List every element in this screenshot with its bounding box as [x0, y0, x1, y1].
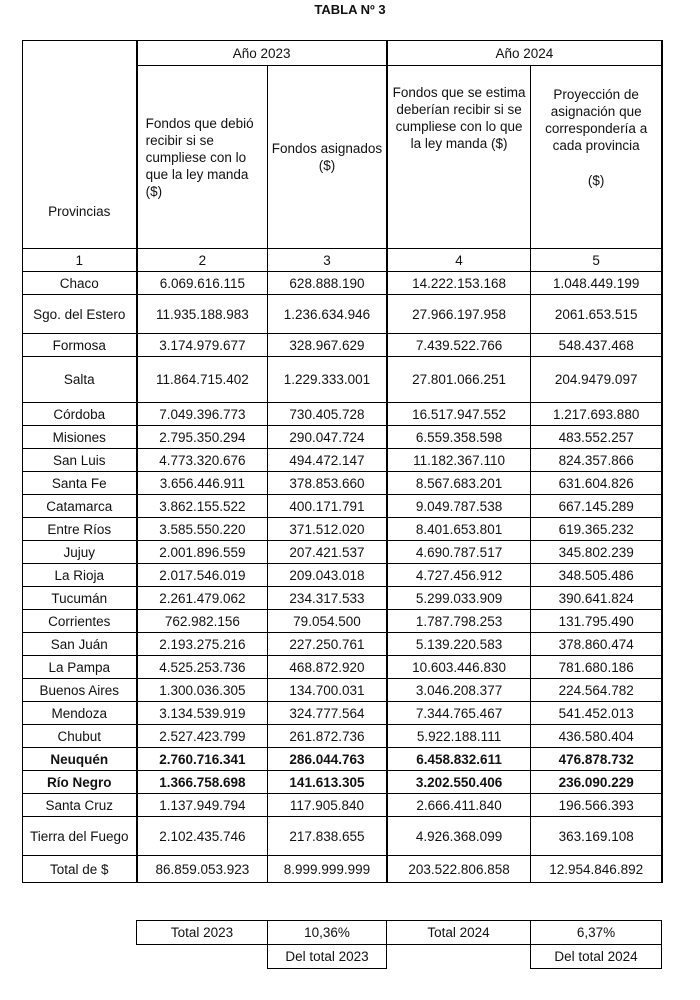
table-row: [23, 426, 663, 449]
table-row: [23, 357, 663, 403]
cell-fondos-estimados-2024: 5.922.188.111: [387, 725, 531, 748]
cell-fondos-asignados-2023: 207.421.537: [268, 541, 387, 564]
table-row: [23, 794, 663, 817]
footer-pct-2023: 10,36%: [268, 921, 387, 945]
cell-fondos-estimados-2024: 6.559.358.598: [387, 426, 531, 449]
cell-fondos-debio-2023: 1.300.036.305: [137, 679, 268, 702]
total-fondos-debio-2023: 86.859.053.923: [137, 856, 268, 883]
province-name: Chaco: [23, 272, 137, 295]
cell-fondos-debio-2023: 3.174.979.677: [137, 334, 268, 357]
footer-row-totals: [137, 921, 662, 945]
cell-fondos-debio-2023: 1.137.949.794: [137, 794, 268, 817]
cell-fondos-debio-2023: 762.982.156: [137, 610, 268, 633]
cell-fondos-estimados-2024: 10.603.446.830: [387, 656, 531, 679]
cell-fondos-estimados-2024: 5.299.033.909: [387, 587, 531, 610]
province-name: Córdoba: [23, 403, 137, 426]
cell-fondos-asignados-2023: 234.317.533: [268, 587, 387, 610]
cell-fondos-estimados-2024: 7.344.765.467: [387, 702, 531, 725]
cell-fondos-asignados-2023: 328.967.629: [268, 334, 387, 357]
cell-proyeccion-2024: 348.505.486: [531, 564, 662, 587]
cell-proyeccion-2024: 131.795.490: [531, 610, 662, 633]
cell-fondos-debio-2023: 3.585.550.220: [137, 518, 268, 541]
cell-proyeccion-2024: 541.452.013: [531, 702, 662, 725]
cell-fondos-debio-2023: 11.935.188.983: [137, 295, 268, 334]
table-title: TABLA Nº 3: [314, 2, 386, 17]
province-name: Tucumán: [23, 587, 137, 610]
cell-proyeccion-2024: 824.357.866: [531, 449, 662, 472]
footer-del-total-2023: Del total 2023: [268, 945, 387, 969]
table-row: [23, 633, 663, 656]
table-row: [23, 748, 663, 771]
col-number: 3: [268, 249, 387, 272]
table-row: [23, 403, 663, 426]
cell-proyeccion-2024: 196.566.393: [531, 794, 662, 817]
table-row: [23, 472, 663, 495]
col-number: 5: [531, 249, 662, 272]
table-row: [23, 610, 663, 633]
province-name: Chubut: [23, 725, 137, 748]
province-name: Misiones: [23, 426, 137, 449]
cell-proyeccion-2024: 436.580.404: [531, 725, 662, 748]
cell-fondos-debio-2023: 3.134.539.919: [137, 702, 268, 725]
header-col2: Fondos que debió recibir si se cumpliese con lo que la ley manda ($): [137, 66, 268, 249]
table-row: [23, 295, 663, 334]
data-table: [22, 40, 663, 883]
cell-fondos-asignados-2023: 628.888.190: [268, 272, 387, 295]
cell-fondos-estimados-2024: 16.517.947.552: [387, 403, 531, 426]
footer-empty-cell: [137, 945, 268, 969]
header-col3: Fondos asignados ($): [268, 66, 387, 249]
total-proyeccion-2024: 12.954.846.892: [531, 856, 662, 883]
cell-fondos-estimados-2024: 8.567.683.201: [387, 472, 531, 495]
cell-proyeccion-2024: 667.145.289: [531, 495, 662, 518]
cell-fondos-debio-2023: 2.795.350.294: [137, 426, 268, 449]
cell-fondos-asignados-2023: 79.054.500: [268, 610, 387, 633]
cell-fondos-asignados-2023: 286.044.763: [268, 748, 387, 771]
cell-fondos-asignados-2023: 378.853.660: [268, 472, 387, 495]
cell-fondos-debio-2023: 2.261.479.062: [137, 587, 268, 610]
table-row: [23, 702, 663, 725]
cell-proyeccion-2024: 476.878.732: [531, 748, 662, 771]
cell-fondos-asignados-2023: 1.236.634.946: [268, 295, 387, 334]
cell-fondos-estimados-2024: 7.439.522.766: [387, 334, 531, 357]
header-col5-text: Proyección de asignación que correspondería a cada provincia: [545, 87, 648, 153]
province-name: Corrientes: [23, 610, 137, 633]
col-number: 1: [23, 249, 137, 272]
province-name: Jujuy: [23, 541, 137, 564]
header-provincias: Provincias: [23, 41, 137, 249]
cell-fondos-estimados-2024: 11.182.367.110: [387, 449, 531, 472]
cell-fondos-asignados-2023: 400.171.791: [268, 495, 387, 518]
footer-pct-2024: 6,37%: [531, 921, 662, 945]
header-year-2023: Año 2023: [137, 41, 387, 66]
header-col4: Fondos que se estima deberían recibir si se cumpliese con lo que la ley manda ($): [387, 66, 531, 249]
cell-fondos-estimados-2024: 9.049.787.538: [387, 495, 531, 518]
cell-proyeccion-2024: 781.680.186: [531, 656, 662, 679]
footer-row-notes: [137, 945, 662, 969]
cell-proyeccion-2024: 619.365.232: [531, 518, 662, 541]
table-row: [23, 449, 663, 472]
cell-fondos-asignados-2023: 494.472.147: [268, 449, 387, 472]
table-row: [23, 771, 663, 794]
cell-fondos-asignados-2023: 468.872.920: [268, 656, 387, 679]
province-name: San Juán: [23, 633, 137, 656]
cell-fondos-estimados-2024: 2.666.411.840: [387, 794, 531, 817]
cell-fondos-debio-2023: 2.102.435.746: [137, 817, 268, 856]
province-name: Catamarca: [23, 495, 137, 518]
total-fondos-asignados-2023: 8.999.999.999: [268, 856, 387, 883]
table-row: [23, 587, 663, 610]
cell-fondos-asignados-2023: 290.047.724: [268, 426, 387, 449]
cell-fondos-asignados-2023: 217.838.655: [268, 817, 387, 856]
cell-fondos-debio-2023: 4.773.320.676: [137, 449, 268, 472]
cell-fondos-asignados-2023: 227.250.761: [268, 633, 387, 656]
cell-fondos-estimados-2024: 4.727.456.912: [387, 564, 531, 587]
province-name: Salta: [23, 357, 137, 403]
cell-fondos-asignados-2023: 730.405.728: [268, 403, 387, 426]
cell-fondos-estimados-2024: 14.222.153.168: [387, 272, 531, 295]
cell-fondos-estimados-2024: 1.787.798.253: [387, 610, 531, 633]
cell-fondos-estimados-2024: 8.401.653.801: [387, 518, 531, 541]
cell-proyeccion-2024: 631.604.826: [531, 472, 662, 495]
footer-total-2024: Total 2024: [387, 921, 531, 945]
table-row: [23, 272, 663, 295]
col-number: 2: [137, 249, 268, 272]
province-name: Santa Fe: [23, 472, 137, 495]
total-fondos-estimados-2024: 203.522.806.858: [387, 856, 531, 883]
cell-fondos-debio-2023: 1.366.758.698: [137, 771, 268, 794]
province-name: Río Negro: [23, 771, 137, 794]
province-name: Santa Cruz: [23, 794, 137, 817]
cell-fondos-estimados-2024: 4.690.787.517: [387, 541, 531, 564]
cell-proyeccion-2024: 1.217.693.880: [531, 403, 662, 426]
table-row: [23, 334, 663, 357]
cell-fondos-debio-2023: 2.527.423.799: [137, 725, 268, 748]
cell-fondos-estimados-2024: 27.966.197.958: [387, 295, 531, 334]
province-name: Sgo. del Estero: [23, 295, 137, 334]
table-row: [23, 541, 663, 564]
province-name: Mendoza: [23, 702, 137, 725]
table-row: [23, 679, 663, 702]
table-row: [23, 656, 663, 679]
footer-empty-cell: [387, 945, 531, 969]
cell-fondos-debio-2023: 4.525.253.736: [137, 656, 268, 679]
cell-fondos-debio-2023: 11.864.715.402: [137, 357, 268, 403]
cell-proyeccion-2024: 363.169.108: [531, 817, 662, 856]
cell-fondos-asignados-2023: 261.872.736: [268, 725, 387, 748]
cell-fondos-asignados-2023: 134.700.031: [268, 679, 387, 702]
cell-fondos-debio-2023: 2.760.716.341: [137, 748, 268, 771]
cell-proyeccion-2024: 2061.653.515: [531, 295, 662, 334]
cell-fondos-debio-2023: 2.193.275.216: [137, 633, 268, 656]
cell-fondos-estimados-2024: 5.139.220.583: [387, 633, 531, 656]
cell-fondos-debio-2023: 7.049.396.773: [137, 403, 268, 426]
header-col5-unit: ($): [587, 173, 605, 188]
province-name: Tierra del Fuego: [23, 817, 137, 856]
cell-proyeccion-2024: 1.048.449.199: [531, 272, 662, 295]
header-row-years: [23, 41, 663, 66]
cell-fondos-asignados-2023: 209.043.018: [268, 564, 387, 587]
total-row: [23, 856, 663, 883]
province-name: La Pampa: [23, 656, 137, 679]
cell-fondos-asignados-2023: 324.777.564: [268, 702, 387, 725]
col-number: 4: [387, 249, 531, 272]
cell-fondos-debio-2023: 2.017.546.019: [137, 564, 268, 587]
cell-fondos-estimados-2024: 3.046.208.377: [387, 679, 531, 702]
cell-fondos-asignados-2023: 1.229.333.001: [268, 357, 387, 403]
table-row: [23, 518, 663, 541]
province-name: San Luis: [23, 449, 137, 472]
cell-fondos-estimados-2024: 27.801.066.251: [387, 357, 531, 403]
header-row-numbers: [23, 249, 663, 272]
header-year-2024: Año 2024: [387, 41, 662, 66]
cell-fondos-asignados-2023: 371.512.020: [268, 518, 387, 541]
footer-total-2023: Total 2023: [137, 921, 268, 945]
cell-fondos-asignados-2023: 117.905.840: [268, 794, 387, 817]
footer-table: [136, 920, 662, 969]
table-row: [23, 495, 663, 518]
header-col5: [531, 66, 662, 249]
table-row: [23, 817, 663, 856]
cell-proyeccion-2024: 345.802.239: [531, 541, 662, 564]
cell-proyeccion-2024: 390.641.824: [531, 587, 662, 610]
cell-proyeccion-2024: 548.437.468: [531, 334, 662, 357]
cell-fondos-debio-2023: 2.001.896.559: [137, 541, 268, 564]
province-name: Buenos Aires: [23, 679, 137, 702]
cell-proyeccion-2024: 224.564.782: [531, 679, 662, 702]
province-name: La Rioja: [23, 564, 137, 587]
cell-fondos-debio-2023: 3.862.155.522: [137, 495, 268, 518]
total-label: Total de $: [23, 856, 137, 883]
cell-fondos-debio-2023: 6.069.616.115: [137, 272, 268, 295]
province-name: Formosa: [23, 334, 137, 357]
province-name: Entre Ríos: [23, 518, 137, 541]
cell-fondos-estimados-2024: 3.202.550.406: [387, 771, 531, 794]
footer-del-total-2024: Del total 2024: [531, 945, 662, 969]
cell-fondos-asignados-2023: 141.613.305: [268, 771, 387, 794]
table-row: [23, 725, 663, 748]
province-name: Neuquén: [23, 748, 137, 771]
cell-fondos-estimados-2024: 4.926.368.099: [387, 817, 531, 856]
cell-fondos-debio-2023: 3.656.446.911: [137, 472, 268, 495]
cell-proyeccion-2024: 204.9479.097: [531, 357, 662, 403]
table-row: [23, 564, 663, 587]
cell-proyeccion-2024: 378.860.474: [531, 633, 662, 656]
cell-proyeccion-2024: 236.090.229: [531, 771, 662, 794]
cell-proyeccion-2024: 483.552.257: [531, 426, 662, 449]
cell-fondos-estimados-2024: 6.458.832.611: [387, 748, 531, 771]
